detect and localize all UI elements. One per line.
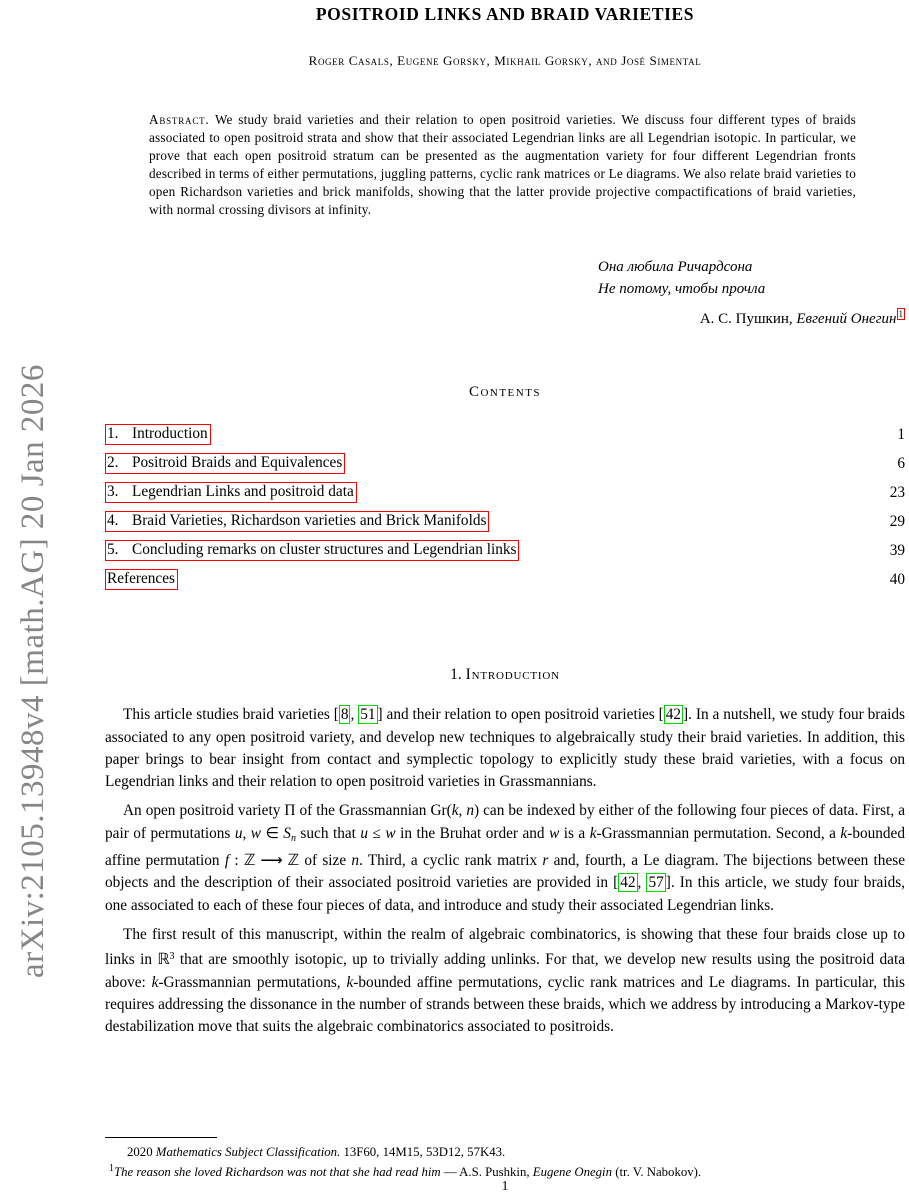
text-segment: This article studies braid varieties [	[123, 706, 339, 724]
toc-page-number: 1	[897, 425, 905, 443]
toc-link-concluding-remarks[interactable]	[105, 540, 519, 561]
paper-title: POSITROID LINKS AND BRAID VARIETIES	[315, 4, 695, 24]
text-segment: 1	[109, 1162, 114, 1174]
citation-link[interactable]: 8	[340, 706, 349, 724]
toc-page-number: 39	[889, 541, 905, 559]
text-segment: -Grassmannian permutation. Second, a	[596, 824, 841, 842]
text-segment: and, fourth, a Le diagram. The bijections between these objects and the description of their associated positroid varieties are provided in [	[105, 852, 905, 892]
text-segment: S	[283, 824, 291, 842]
text-segment: in the Bruhat order and	[395, 824, 550, 842]
toc-link-positroid-braids[interactable]	[105, 453, 345, 474]
body-paragraph-1	[105, 704, 905, 793]
text-segment: 3	[169, 951, 175, 963]
section-heading	[105, 664, 905, 686]
body-paragraph-3	[105, 924, 905, 1038]
toc-link-braid-varieties[interactable]	[105, 511, 489, 532]
text-segment: ]. In this article, we study four braids, one associated to each of these four pieces of data, and introduce and study their associated Legendrian links.	[105, 874, 906, 914]
text-segment: An open positroid variety Π of the Grassmannian Gr(	[123, 802, 452, 820]
text-segment: ) can be indexed by either of the following four pieces of data. First, a pair of permutations	[105, 802, 906, 842]
text-segment: We study braid varieties and their relation to open positroid varieties. We discuss four different types of braids associated to open positroid strata and show that their associated Legendrian links are all Legendrian isotopic. In particular, we prove that each open positroid stratum can be presented as the augmentation variety for four different Legendrian fronts described in terms of either permutations, juggling patterns, cyclic rank matrices or Le diagrams. We also relate braid varieties to open Richardson varieties and brick manifolds, showing that the latter provide projective compactifications of braid varieties, with normal crossing divisors at infinity.	[149, 112, 856, 217]
text-segment: А. С. Пушкин,	[699, 311, 797, 327]
toc-item-braid-varieties	[105, 507, 905, 536]
text-segment: u	[360, 824, 369, 842]
text-segment: ] and their relation to open positroid varieties [	[377, 706, 664, 724]
toc-page-number: 29	[889, 512, 905, 530]
text-segment: Mathematics Subject Classification.	[155, 1145, 341, 1159]
footnote-msc	[105, 1144, 905, 1161]
toc-link-legendrian-links[interactable]	[105, 482, 357, 503]
toc-section-label: Positroid Braids and Equivalences	[132, 454, 343, 471]
text-segment: -bounded affine permutations, cyclic rank matrices and Le diagrams. In particular, this requires addressing the dissonance in the number of strands between these braids, which we address by introducing a Markov-type destabilization move that suits the algebraic combinatorics associated to positroids.	[105, 973, 905, 1036]
page-number: 1	[501, 1178, 509, 1193]
text-segment: 13F60, 14M15, 53D12, 57K43.	[340, 1145, 506, 1159]
text-segment: The reason she loved Richardson was not that she had read him	[114, 1164, 441, 1179]
text-segment: k	[346, 973, 354, 991]
text-segment: ∈	[261, 824, 284, 842]
paper-authors: Roger Casals, Eugene Gorsky, Mikhail Gorsky, and José Simental	[308, 53, 702, 68]
text-segment: Introduction	[465, 666, 560, 683]
toc-section-label: Concluding remarks on cluster structures and Legendrian links	[132, 541, 517, 558]
text-segment: w	[549, 824, 560, 842]
text-segment: k	[151, 973, 159, 991]
text-segment: : ℤ ⟶ ℤ of size	[229, 852, 352, 870]
toc-link-references[interactable]	[105, 569, 178, 590]
text-segment: ]. In a nutshell, we study four braids associated to any open positroid variety, and develop new techniques to algebraically study their braid varieties. In addition, this paper brings to bear insight from contact and symplectic topology to explicitly study these braid varieties, with a focus on Legendrian links and their relation to open positroid varieties in Grassmannians.	[105, 706, 906, 791]
text-segment: ≤	[368, 824, 386, 842]
toc-section-number: 2.	[107, 454, 119, 471]
epigraph-line-2: Не потому, чтобы прочла	[598, 281, 766, 297]
citation-link[interactable]: 42	[620, 874, 636, 892]
introduction-section	[105, 664, 905, 1045]
contents-heading: Contents	[468, 384, 542, 400]
text-segment: n	[290, 832, 296, 844]
text-segment: -bounded affine permutation	[105, 824, 905, 870]
toc-page-number: 40	[889, 570, 905, 588]
text-segment: k, n	[451, 802, 475, 820]
text-segment: is a	[559, 824, 590, 842]
text-segment: 2020	[127, 1145, 156, 1159]
text-segment: that are smoothly isotopic, up to trivially adding unlinks. For that, we develop new results using the positroid data above:	[105, 951, 905, 991]
toc-section-label: References	[107, 570, 175, 587]
table-of-contents	[105, 420, 905, 594]
text-segment: The first result of this manuscript, within the realm of algebraic combinatorics, is showing that these four braids close up to links in ℝ	[105, 925, 905, 969]
footnote-ref-link[interactable]: 1	[898, 309, 903, 319]
epigraph-attribution	[598, 303, 905, 330]
toc-page-number: 23	[889, 483, 905, 501]
text-segment: — A.S. Pushkin,	[440, 1164, 533, 1179]
arxiv-watermark: arXiv:2105.13948v4 [math.AG] 20 Jan 2026	[15, 364, 51, 978]
text-segment: f	[224, 852, 230, 870]
text-segment: Евгений Онегин	[796, 311, 897, 327]
epigraph	[598, 256, 905, 330]
abstract-paragraph	[149, 111, 856, 218]
text-segment: w	[385, 824, 396, 842]
toc-section-label: Braid Varieties, Richardson varieties and Brick Manifolds	[132, 512, 487, 529]
toc-section-number: 3.	[107, 483, 119, 500]
text-segment: Eugene Onegin	[532, 1164, 612, 1179]
text-segment: (tr. V. Nabokov).	[612, 1164, 702, 1179]
toc-page-number: 6	[897, 454, 905, 472]
text-segment: 1.	[450, 666, 466, 683]
toc-section-number: 4.	[107, 512, 119, 529]
toc-item-legendrian-links	[105, 478, 905, 507]
text-segment: . Third, a cyclic rank matrix	[359, 852, 543, 870]
text-segment: u, w	[234, 824, 261, 842]
citation-link[interactable]: 57	[648, 874, 664, 892]
text-segment: -Grassmannian permutations,	[158, 973, 347, 991]
footnotes	[105, 1144, 905, 1180]
body-paragraph-2	[105, 800, 905, 916]
citation-link[interactable]: 42	[665, 706, 682, 724]
footnote-divider	[105, 1137, 217, 1138]
text-segment: r	[542, 852, 549, 870]
toc-section-number: 1.	[107, 425, 119, 442]
toc-section-number: 5.	[107, 541, 119, 558]
toc-item-references	[105, 565, 905, 594]
text-segment: n	[351, 852, 360, 870]
toc-item-positroid-braids	[105, 449, 905, 478]
text-segment: k	[589, 824, 597, 842]
toc-section-label: Legendrian Links and positroid data	[132, 483, 354, 500]
text-segment: ,	[637, 874, 647, 892]
epigraph-line-1: Она любила Ричардсона	[598, 259, 753, 275]
citation-link[interactable]: 51	[360, 706, 376, 724]
toc-item-concluding-remarks	[105, 536, 905, 565]
text-segment: ,	[350, 706, 359, 724]
text-segment: Abstract.	[149, 112, 210, 127]
text-segment: k	[840, 824, 848, 842]
toc-item-introduction	[105, 420, 905, 449]
toc-link-introduction[interactable]	[105, 424, 211, 445]
text-segment: such that	[295, 824, 361, 842]
toc-section-label: Introduction	[132, 425, 208, 442]
